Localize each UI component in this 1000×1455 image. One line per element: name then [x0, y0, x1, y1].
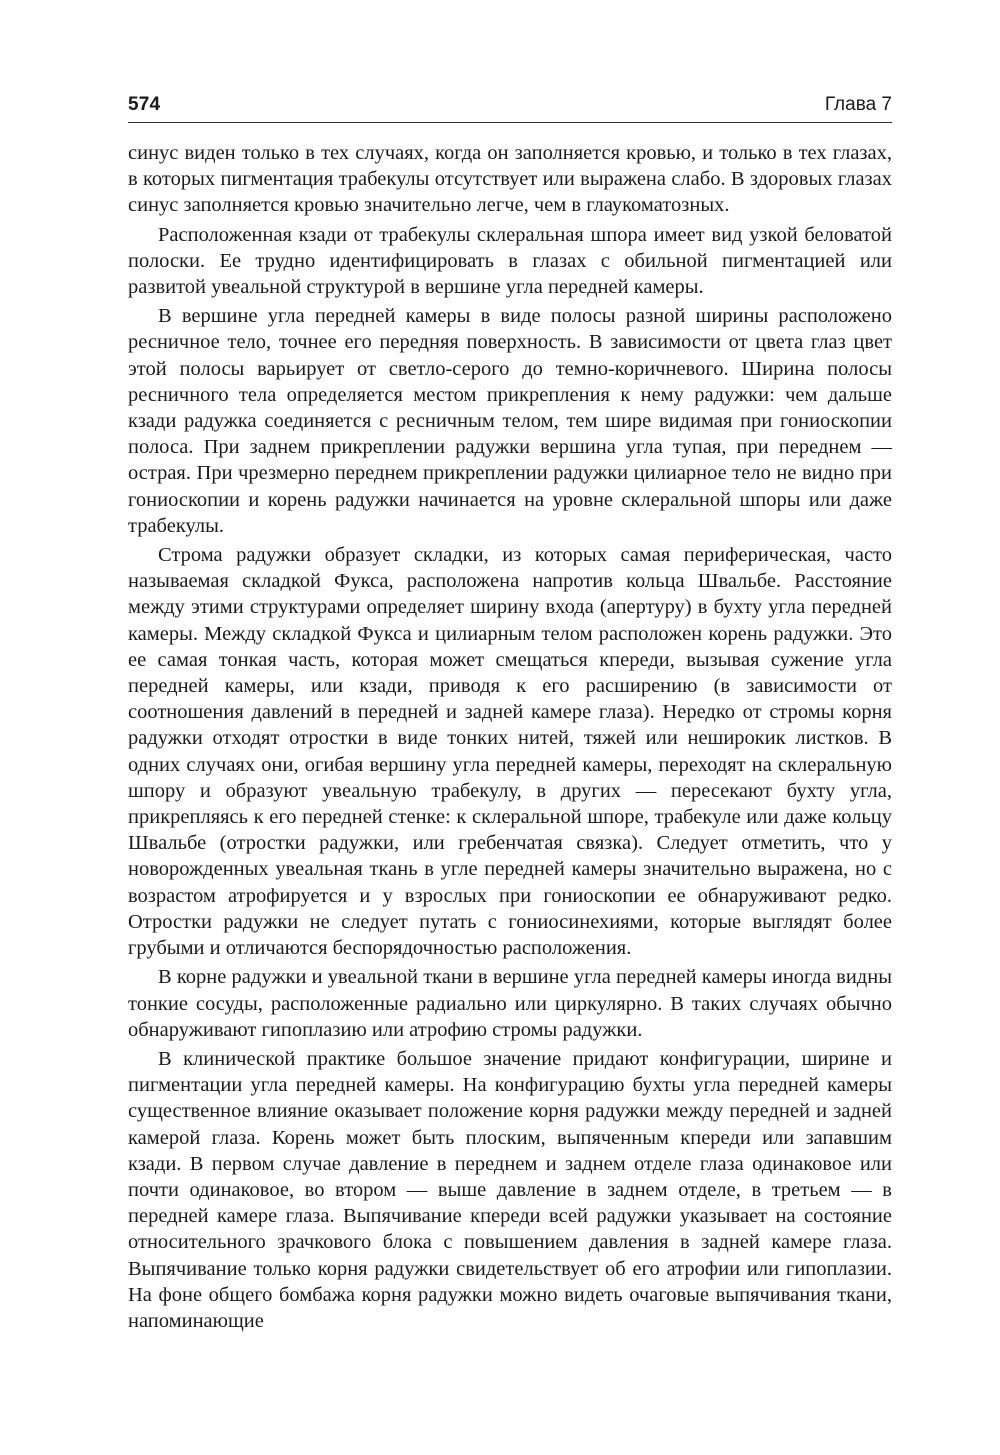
paragraph: В корне радужки и увеальной ткани в вершине угла передней камеры иногда видны тонкие сосуды, расположенные радиально или циркулярно. В таких случаях обычно обнаруживают гипоплазию или атрофию стромы радужки. [128, 966, 892, 1041]
page-number: 574 [128, 94, 161, 115]
paragraph: Строма радужки образует складки, из которых самая периферическая, часто называемая складкой Фукса, расположена напротив кольца Швальбе. Расстояние между этими структурами определяет ширину входа (апертуру) в бухту угла передней камеры. Между складкой Фукса и цилиарным телом расположен корень радужки. Это ее самая тонкая часть, которая может смещаться кпереди, вызывая сужение угла передней камеры, или кзади, приводя к его расширению (в зависимости от соотношения давлений в передней и задней камере глаза). Нередко от стромы корня радужки отходят отростки в виде тонких нитей, тяжей или неширокик листков. В одних случаях они, огибая вершину угла передней камеры, переходят на склеральную шпору и образуют увеальную трабекулу, в других — пересекают бухту угла, прикрепляясь к его передней стенке: к склеральной шпоре, трабекуле или даже кольцу Швальбе (отростки радужки, или гребенчатая связка). Следует отметить, что у новорожденных увеальная ткань в угле передней камеры значительно выражена, но с возрастом атрофируется и у взрослых при гониоскопии ее обнаруживают редко. Отростки радужки не следует путать с гониосинехиями, которые выглядят более грубыми и отличаются беспорядочностью расположения. [128, 544, 892, 960]
running-header [128, 90, 892, 123]
chapter-title: Глава 7 [824, 94, 892, 115]
body-text [128, 140, 892, 1337]
paragraph: В клинической практике большое значение придают конфигурации, ширине и пигментации угла передней камеры. На конфигурацию бухты угла передней камеры существенное влияние оказывает положение корня радужки между передней и задней камерой глаза. Корень может быть плоским, выпяченным кпереди или запавшим кзади. В первом случае давление в переднем и заднем отделе глаза одинаковое или почти одинаковое, во втором — выше давление в заднем отделе, в третьем — в передней камере глаза. Выпячивание кпереди всей радужки указывает на состояние относительного зрачкового блока с повышением давления в задней камере глаза. Выпячивание только корня радужки свидетельствует об его атрофии или гипоплазии. На фоне общего бомбажа корня радужки можно видеть очаговые выпячивания ткани, напоминающие [128, 1047, 892, 1332]
paragraph: В вершине угла передней камеры в виде полосы разной ширины расположено ресничное тело, точнее его передняя поверхность. В зависимости от цвета глаз цвет этой полосы варьирует от светло-серого до темно-коричневого. Ширина полосы ресничного тела определяется местом прикрепления к нему радужки: чем дальше кзади радужка соединяется с ресничным телом, тем шире видимая при гониоскопии полоса. При заднем прикреплении радужки вершина угла тупая, при переднем — острая. При чрезмерно переднем прикреплении радужки цилиарное тело не видно при гониоскопии и корень радужки начинается на уровне склеральной шпоры или даже трабекулы. [128, 305, 892, 537]
paragraph: Расположенная кзади от трабекулы склеральная шпора имеет вид узкой беловатой полоски. Ее трудно идентифицировать в глазах с обильной пигментацией или развитой увеальной структурой в вершине угла передней камеры. [128, 223, 892, 299]
paragraph: синус виден только в тех случаях, когда он заполняется кровью, и только в тех глазах, в которых пигментация трабекулы отсутствует или выражена слабо. В здоровых глазах синус заполняется кровью значительно легче, чем в глаукоматозных. [128, 142, 892, 217]
